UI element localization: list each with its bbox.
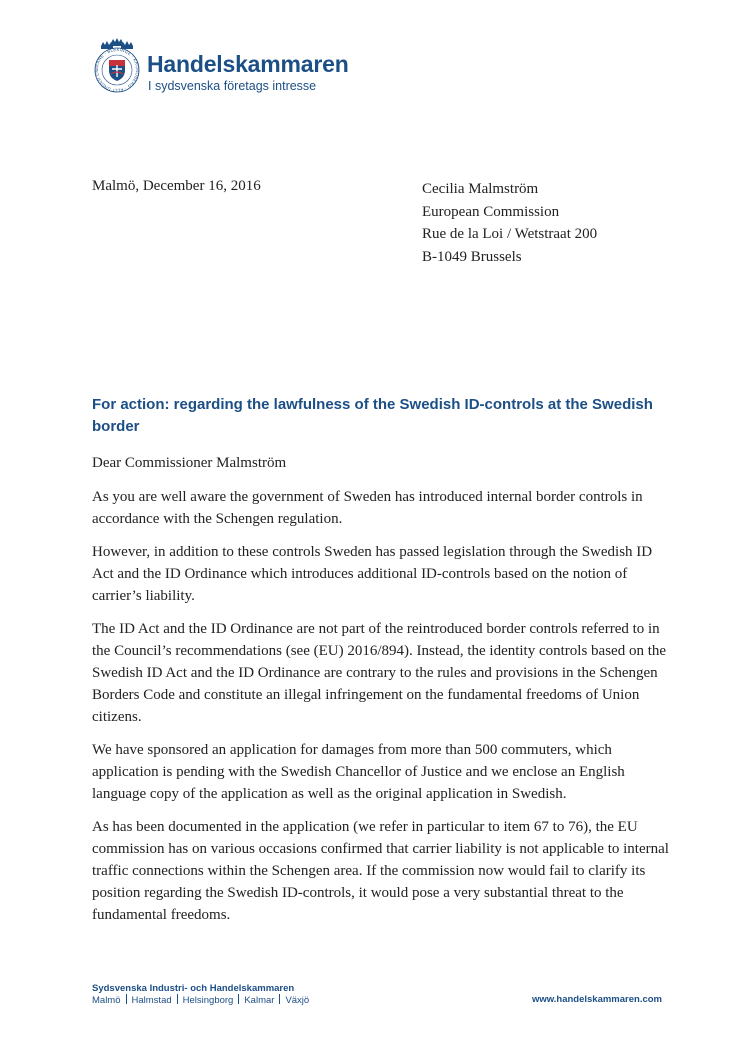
body-paragraph: As you are well aware the government of Sweden has introduced internal border controls in accordance with the Schengen regulation. — [92, 489, 643, 527]
footer-separator — [238, 994, 239, 1004]
footer-city: Kalmar — [244, 995, 275, 1006]
letter-body — [92, 452, 670, 937]
recipient-name: Cecilia Malmström — [422, 181, 539, 197]
body-paragraph: However, in addition to these controls Sweden has passed legislation through the Swedish ID Act and the ID Ordinance which introduces additional ID-controls based on the notion of carrier’s liability. — [92, 544, 653, 604]
svg-text:SKÅNE · BLEKINGE · KRONOBERG ·: SKÅNE · BLEKINGE · KRONOBERG · ALLT UNDER EN — [93, 46, 141, 94]
footer-cities — [92, 994, 309, 1006]
footer-city: Helsingborg — [182, 995, 234, 1006]
footer-separator — [279, 994, 280, 1004]
brand-name: Handelskammaren — [147, 51, 349, 77]
footer-separator — [177, 994, 178, 1004]
body-paragraph: We have sponsored an application for damages from more than 500 commuters, which application is pending with the Swedish Chancellor of Justice and we enclose an English language copy of the application as well as the original application in Swedish. — [92, 742, 625, 802]
date-line: Malmö, December 16, 2016 — [92, 178, 261, 194]
footer-organization: Sydsvenska Industri- och Handelskammaren — [92, 983, 295, 994]
brand-tagline: I sydsvenska företags intresse — [148, 79, 317, 93]
footer-website-link[interactable]: www.handelskammaren.com — [531, 994, 662, 1005]
footer-city: Växjö — [285, 995, 310, 1006]
body-paragraph: As has been documented in the application (we refer in particular to item 67 to 76), the EU commission has on various occasions confirmed that carrier liability is not applicable to internal traffic connections within the Schengen area. If the commission now would fail to clarify its position regarding the Swedish ID-controls, it would pose a very substantial threat to the fundamental freedoms. — [92, 819, 669, 923]
salutation: Dear Commissioner Malmström — [92, 455, 287, 471]
footer-separator — [126, 994, 127, 1004]
recipient-city: B-1049 Brussels — [422, 248, 522, 265]
letterhead-logo — [92, 38, 349, 98]
footer-city: Halmstad — [131, 995, 172, 1006]
subject-heading: For action: regarding the lawfulness of the Swedish ID-controls at the Swedish border — [92, 396, 653, 435]
recipient-address — [422, 178, 597, 268]
recipient-street: Rue de la Loi / Wetstraat 200 — [422, 226, 598, 242]
body-paragraph: The ID Act and the ID Ordinance are not part of the reintroduced border controls referred to in the Council’s recommendations (see (EU) 2016/894). Instead, the identity controls based on the Swedish ID Act and the ID Ordinance are contrary to the rules and provisions in the Schengen Borders Code and constitute an illegal infringement on the fundamental freedoms of Union citizens. — [92, 621, 667, 725]
recipient-organization: European Commission — [422, 203, 560, 220]
footer-city: Malmö — [92, 995, 121, 1006]
crowns-emblem-icon — [92, 38, 142, 96]
